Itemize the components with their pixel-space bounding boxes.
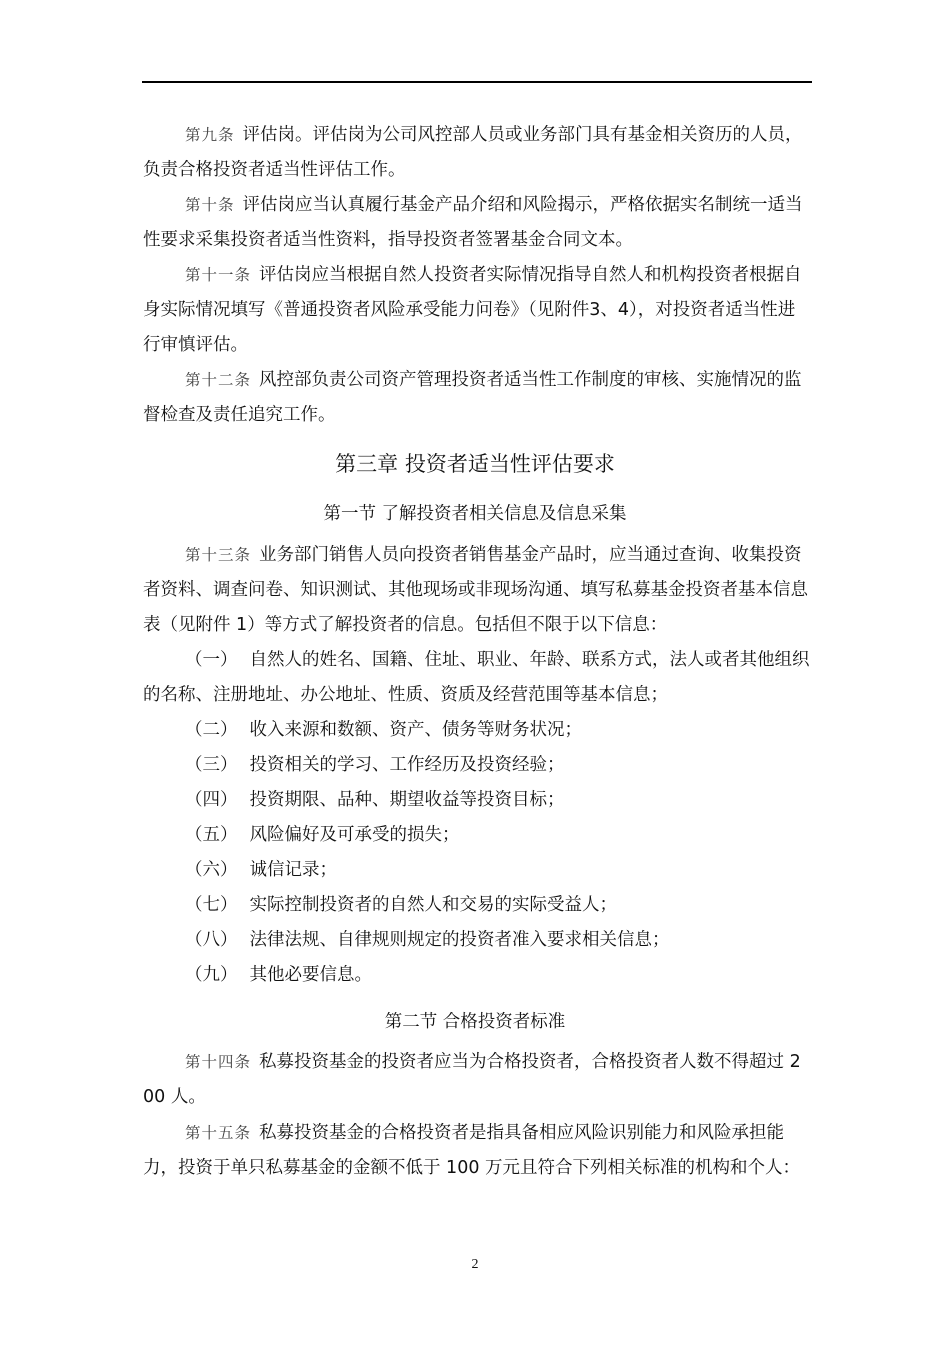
item-text: 投资期限、品种、期望收益等投资目标； bbox=[249, 790, 565, 810]
article-text: 评估岗应当认真履行基金产品介绍和风险揭示，严格依据实名制统一适当性要求采集投资者适当性资料，指导投资者签署基金合同文本。 bbox=[143, 195, 803, 250]
item-number: （八） bbox=[185, 930, 238, 950]
item-text: 实际控制投资者的自然人和交易的实际受益人； bbox=[249, 895, 617, 915]
list-item bbox=[143, 888, 811, 923]
article-text: 评估岗应当根据自然人投资者实际情况指导自然人和机构投资者根据自身实际情况填写《普通投资者风险承受能力问卷》（见附件3、4），对投资者适当性进行审慎评估。 bbox=[143, 265, 802, 355]
list-item bbox=[143, 853, 811, 888]
article-15 bbox=[143, 1116, 811, 1186]
list-item bbox=[143, 783, 811, 818]
list-item bbox=[143, 923, 811, 958]
item-number: （一） bbox=[185, 650, 238, 670]
item-number: （四） bbox=[185, 790, 238, 810]
article-11 bbox=[143, 258, 811, 363]
article-9 bbox=[143, 118, 811, 188]
article-number: 第十三条 bbox=[185, 546, 252, 564]
page-number: 2 bbox=[471, 1257, 479, 1272]
article-text: 业务部门销售人员向投资者销售基金产品时，应当通过查询、收集投资者资料、调查问卷、知识测试、其他现场或非现场沟通、填写私募基金投资者基本信息表（见附件 1）等方式了解投资者的信息。包括但不限于以下信息： bbox=[143, 545, 808, 635]
item-text: 法律法规、自律规则规定的投资者准入要求相关信息； bbox=[249, 930, 670, 950]
article-text: 风控部负责公司资产管理投资者适当性工作制度的审核、实施情况的监督检查及责任追究工作。 bbox=[143, 370, 802, 425]
item-number: （六） bbox=[185, 860, 238, 880]
item-number: （七） bbox=[185, 895, 238, 915]
item-number: （三） bbox=[185, 755, 238, 775]
item-text: 投资相关的学习、工作经历及投资经验； bbox=[249, 755, 565, 775]
section-title-2: 第二节 合格投资者标准 bbox=[384, 1012, 566, 1032]
list-item bbox=[143, 958, 811, 993]
list-item bbox=[143, 818, 811, 853]
item-number: （九） bbox=[185, 965, 238, 985]
article-text: 评估岗。评估岗为公司风控部人员或业务部门具有基金相关资历的人员，负责合格投资者适当性评估工作。 bbox=[143, 125, 803, 180]
item-number: （五） bbox=[185, 825, 238, 845]
article-number: 第十四条 bbox=[185, 1053, 252, 1071]
article-number: 第十一条 bbox=[185, 266, 252, 284]
list-item bbox=[143, 713, 811, 748]
item-text: 其他必要信息。 bbox=[249, 965, 372, 985]
item-text: 收入来源和数额、资产、债务等财务状况； bbox=[249, 720, 582, 740]
article-text: 私募投资基金的合格投资者是指具备相应风险识别能力和风险承担能力，投资于单只私募基金的金额不低于 100 万元且符合下列相关标准的机构和个人： bbox=[143, 1123, 801, 1178]
article-10 bbox=[143, 188, 811, 258]
list-item bbox=[143, 643, 811, 713]
article-13 bbox=[143, 538, 811, 643]
article-12 bbox=[143, 363, 811, 433]
item-text: 自然人的姓名、国籍、住址、职业、年龄、联系方式，法人或者其他组织的名称、注册地址、办公地址、性质、资质及经营范围等基本信息； bbox=[143, 650, 810, 705]
chapter-title: 第三章 投资者适当性评估要求 bbox=[335, 452, 615, 476]
article-number: 第十条 bbox=[185, 196, 235, 214]
header-rule bbox=[142, 81, 812, 83]
article-number: 第十二条 bbox=[185, 371, 252, 389]
article-number: 第十五条 bbox=[185, 1124, 252, 1142]
item-number: （二） bbox=[185, 720, 238, 740]
section-title-1: 第一节 了解投资者相关信息及信息采集 bbox=[323, 504, 627, 524]
article-text: 私募投资基金的投资者应当为合格投资者，合格投资者人数不得超过 200 人。 bbox=[143, 1052, 801, 1107]
item-text: 风险偏好及可承受的损失； bbox=[249, 825, 460, 845]
article-number: 第九条 bbox=[185, 126, 235, 144]
list-item bbox=[143, 748, 811, 783]
article-14 bbox=[143, 1045, 811, 1115]
item-text: 诚信记录； bbox=[249, 860, 337, 880]
